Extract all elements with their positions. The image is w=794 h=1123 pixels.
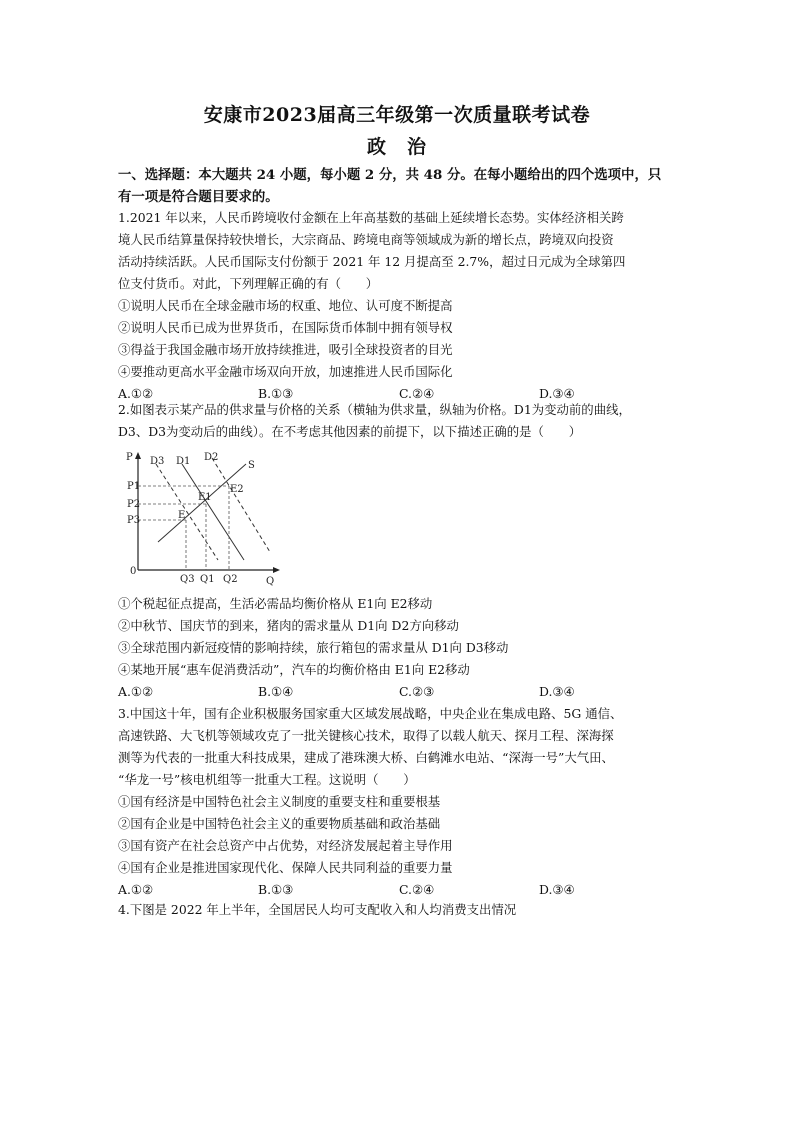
question-3-statement: ②国有企业是中国特色社会主义的重要物质基础和政治基础 (118, 816, 441, 831)
price-axis-arrow (135, 452, 141, 459)
point-label-e1: E1 (198, 492, 212, 503)
exam-subject: 政 治 (366, 136, 427, 158)
section-heading-line: 有一项是符合题目要求的。 (118, 189, 279, 205)
quantity-label-q2: Q2 (223, 574, 238, 585)
question-1-statement: ④要推动更高水平金融市场双向开放，加速推进人民币国际化 (118, 364, 453, 379)
question-1-statement: ③得益于我国金融市场开放持续推进，吸引全球投资者的目光 (118, 342, 453, 357)
question-4 (118, 899, 690, 921)
option-d: D.③④ (539, 684, 575, 699)
question-2-statement: ②中秋节、国庆节的到来，猪肉的需求量从 D1向 D2方向移动 (118, 618, 459, 633)
option-b: B.①③ (258, 386, 294, 401)
quantity-axis-arrow (273, 567, 280, 573)
demand-curve-d2 (212, 458, 270, 552)
question-3-options (118, 879, 690, 900)
question-3-statement: ③国有资产在社会总资产中占优势，对经济发展起着主导作用 (118, 838, 453, 853)
question-2-options (118, 681, 690, 702)
option-c: C.②④ (399, 882, 435, 897)
demand-curve-d3 (156, 464, 218, 560)
question-3-statement: ①国有经济是中国特色社会主义制度的重要支柱和重要根基 (118, 794, 441, 809)
price-label-p3: P3 (127, 515, 141, 526)
supply-demand-graph (118, 442, 290, 588)
curve-label-d1: D1 (176, 456, 191, 467)
price-label-p1: P1 (127, 481, 141, 492)
question-2-stem-line: D3、D3为变动后的曲线）。在不考虑其他因素的前提下，以下描述正确的是（ ） (118, 424, 582, 439)
question-4-stem-line: 4.下图是 2022 年上半年，全国居民人均可支配收入和人均消费支出情况 (118, 902, 517, 917)
curve-label-d3: D3 (150, 456, 165, 467)
origin-label: 0 (130, 566, 137, 577)
question-3-stem-line: 高速铁路、大飞机等领域攻克了一批关键核心技术，取得了以载人航天、探月工程、深海探 (118, 728, 614, 743)
curve-label-d2: D2 (204, 452, 219, 463)
option-a: A.①② (118, 684, 154, 699)
question-1-stem-line: 活动持续活跃。人民币国际支付份额于 2021 年 12 月提高至 2.7%，超过日元成为全球第四 (118, 254, 626, 269)
section-heading-line: 一、选择题：本大题共 24 小题，每小题 2 分，共 48 分。在每小题给出的四个选项中，只 (118, 167, 662, 183)
question-2-statement: ①个税起征点提高，生活必需品均衡价格从 E1向 E2移动 (118, 596, 433, 611)
curve-label-s: S (248, 460, 255, 471)
question-1 (118, 207, 690, 404)
option-a: A.①② (118, 882, 154, 897)
option-d: D.③④ (539, 386, 575, 401)
point-label-e2: E2 (230, 484, 244, 495)
price-label-p2: P2 (127, 499, 141, 510)
question-3-stem-line: “华龙一号”核电机组等一批重大工程。这说明（ ） (118, 772, 416, 787)
option-a: A.①② (118, 386, 154, 401)
question-1-stem-line: 位支付货币。对此，下列理解正确的有（ ） (118, 276, 379, 291)
quantity-label-q3: Q3 (180, 574, 195, 585)
supply-curve-s (158, 464, 246, 542)
exam-title: 安康市2023届高三年级第一次质量联考试卷 (203, 104, 591, 126)
question-1-stem-line: 1.2021 年以来，人民币跨境收付金额在上年高基数的基础上延续增长态势。实体经济相关跨 (118, 210, 624, 225)
price-axis-label: P (126, 452, 133, 463)
question-2-stem-line: 2.如图表示某产品的供求量与价格的关系（横轴为供求量，纵轴为价格。D1为变动前的曲线， (118, 402, 631, 417)
option-b: B.①③ (258, 882, 294, 897)
quantity-axis-label: Q (266, 576, 275, 587)
option-c: C.②④ (399, 386, 435, 401)
question-2 (118, 399, 690, 443)
question-2-body (118, 593, 690, 702)
option-d: D.③④ (539, 882, 575, 897)
option-c: C.②③ (399, 684, 435, 699)
question-1-statement: ①说明人民币在全球金融市场的权重、地位、认可度不断提高 (118, 298, 453, 313)
quantity-label-q1: Q1 (200, 574, 215, 585)
question-3-stem-line: 测等为代表的一批重大科技成果，建成了港珠澳大桥、白鹤滩水电站、“深海一号”大气田、 (118, 750, 614, 765)
question-2-statement: ③全球范围内新冠疫情的影响持续，旅行箱包的需求量从 D1向 D3移动 (118, 640, 509, 655)
question-3 (118, 703, 690, 900)
option-b: B.①④ (258, 684, 294, 699)
question-1-statement: ②说明人民币已成为世界货币，在国际货币体制中拥有领导权 (118, 320, 453, 335)
question-3-stem-line: 3.中国这十年，国有企业积极服务国家重大区域发展战略，中央企业在集成电路、5G 通信、 (118, 706, 623, 721)
section-heading (118, 165, 688, 209)
point-label-e: E (178, 510, 186, 521)
question-3-statement: ④国有企业是推进国家现代化、保障人民共同利益的重要力量 (118, 860, 453, 875)
question-1-stem-line: 境人民币结算量保持较快增长，大宗商品、跨境电商等领域成为新的增长点，跨境双向投资 (118, 232, 614, 247)
question-2-statement: ④某地开展“惠车促消费活动”，汽车的均衡价格由 E1向 E2移动 (118, 662, 470, 677)
